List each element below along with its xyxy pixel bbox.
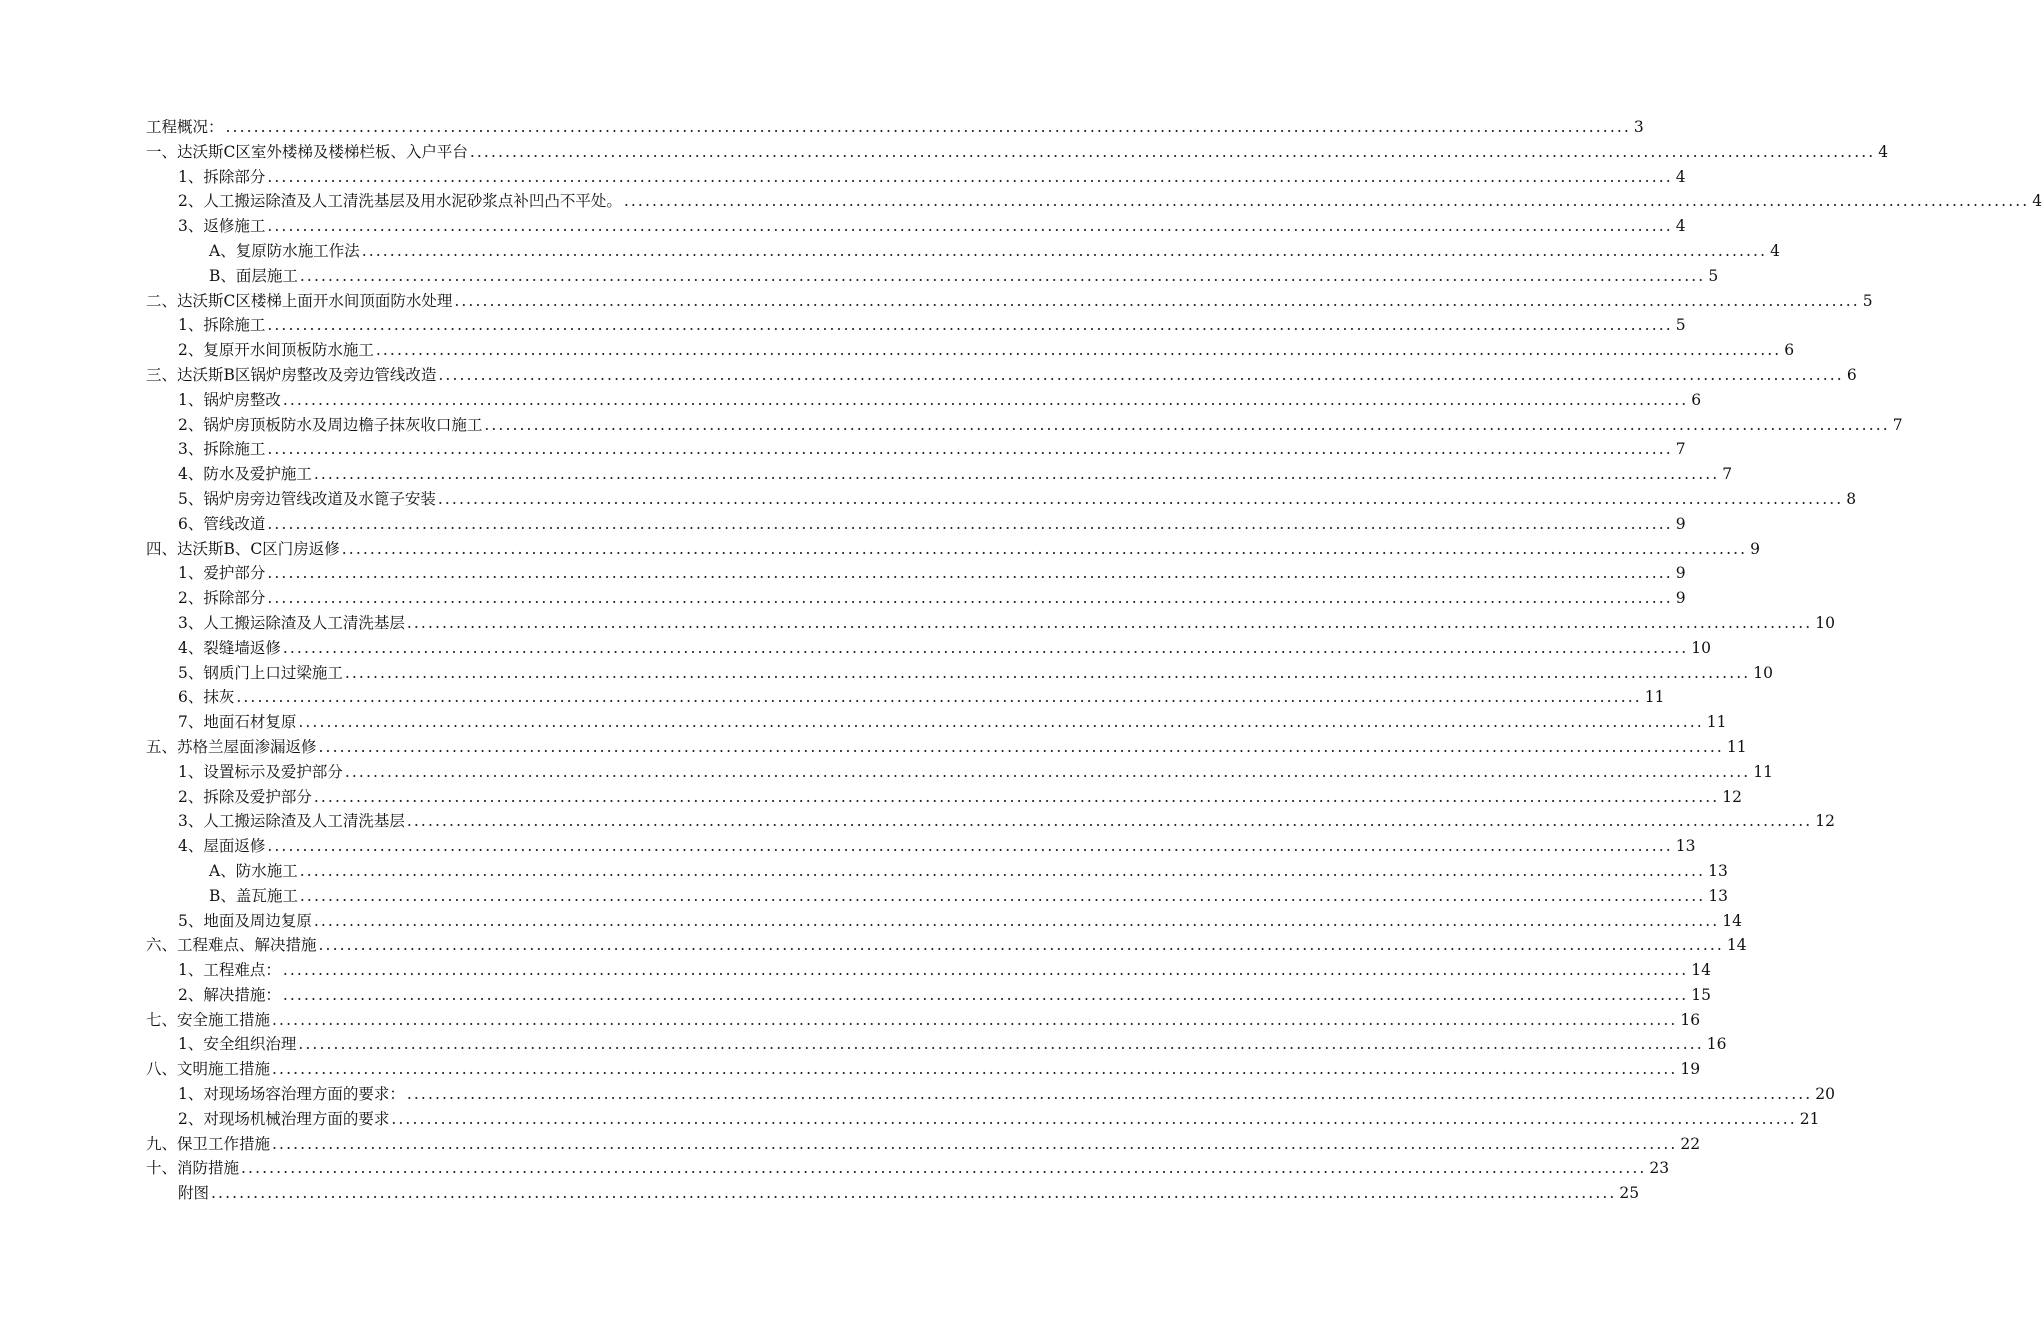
toc-entry-title: 1、拆除部分	[178, 167, 266, 186]
toc-entry-page-number: 13	[1675, 837, 1696, 856]
toc-entry-page-number: 14	[1726, 936, 1747, 955]
toc-leader-dots: ........................................................................................................................................................................................................	[313, 465, 1720, 484]
toc-entry-page-number: 14	[1691, 961, 1712, 980]
toc-entry-page-number: 12	[1722, 787, 1743, 806]
toc-entry[interactable]	[146, 586, 1686, 611]
toc-entry-page-number: 25	[1619, 1184, 1640, 1203]
toc-entry-page-number: 16	[1706, 1035, 1727, 1054]
toc-entry-title: 1、拆除施工	[178, 316, 266, 335]
toc-entry-title: 2、拆除及爱护部分	[178, 787, 312, 806]
toc-entry-page-number: 11	[1644, 688, 1665, 707]
toc-leader-dots: ........................................................................................................................................................................................................	[298, 713, 1704, 732]
toc-entry-title: 二、达沃斯C区楼梯上面开水间顶面防水处理	[146, 291, 453, 310]
toc-entry-title: 1、对现场场容治理方面的要求：	[178, 1085, 405, 1104]
toc-entry[interactable]	[146, 1132, 1701, 1157]
toc-leader-dots: ........................................................................................................................................................................................................	[272, 1060, 1678, 1079]
toc-entry[interactable]	[146, 983, 1712, 1008]
toc-entry-title: 七、安全施工措施	[146, 1010, 271, 1029]
toc-entry-title: 六、工程难点、解决措施	[146, 936, 317, 955]
toc-entry-title: 1、工程难点：	[178, 961, 281, 980]
toc-entry-title: 5、地面及周边复原	[178, 911, 312, 930]
toc-entry-page-number: 6	[1784, 341, 1795, 360]
toc-leader-dots: ........................................................................................................................................................................................................	[282, 985, 1689, 1004]
toc-entry[interactable]	[146, 140, 1889, 165]
toc-leader-dots: ........................................................................................................................................................................................................	[454, 291, 1860, 310]
toc-entry[interactable]	[146, 710, 1727, 735]
toc-entry-page-number: 5	[1675, 316, 1686, 335]
toc-leader-dots: ........................................................................................................................................................................................................	[318, 936, 1724, 955]
toc-leader-dots: ........................................................................................................................................................................................................	[406, 812, 1813, 831]
toc-entry[interactable]	[146, 413, 1903, 438]
toc-entry-page-number: 10	[1691, 638, 1712, 657]
toc-entry-page-number: 8	[1846, 489, 1857, 508]
toc-entry-title: 3、返修施工	[178, 217, 266, 236]
toc-entry-page-number: 4	[2032, 192, 2042, 211]
toc-entry-title: 6、管线改道	[178, 514, 266, 533]
toc-leader-dots: ........................................................................................................................................................................................................	[361, 241, 1768, 260]
toc-entry-page-number: 10	[1815, 613, 1836, 632]
toc-leader-dots: ........................................................................................................................................................................................................	[267, 564, 1673, 583]
toc-entry[interactable]	[146, 1156, 1670, 1181]
toc-entry-page-number: 10	[1753, 663, 1774, 682]
toc-entry-title: 附图	[178, 1184, 210, 1203]
toc-entry-title: 1、安全组织治理	[178, 1035, 297, 1054]
toc-entry-title: B、面层施工	[209, 266, 298, 285]
toc-entry-title: 4、防水及爱护施工	[178, 465, 312, 484]
toc-entry[interactable]	[146, 785, 1743, 810]
toc-leader-dots: ........................................................................................................................................................................................................	[267, 837, 1673, 856]
toc-leader-dots: ........................................................................................................................................................................................................	[391, 1109, 1797, 1128]
toc-entry-page-number: 19	[1680, 1060, 1701, 1079]
toc-leader-dots: ........................................................................................................................................................................................................	[267, 316, 1673, 335]
toc-leader-dots: ........................................................................................................................................................................................................	[282, 390, 1689, 409]
toc-entry-title: A、防水施工	[209, 861, 298, 880]
toc-leader-dots: ........................................................................................................................................................................................................	[438, 365, 1844, 384]
toc-leader-dots: ........................................................................................................................................................................................................	[267, 217, 1673, 236]
toc-entry[interactable]	[146, 636, 1712, 661]
toc-entry[interactable]	[146, 661, 1774, 686]
toc-entry-page-number: 21	[1799, 1109, 1820, 1128]
toc-entry[interactable]	[146, 313, 1686, 338]
toc-entry-title: 6、抹灰	[178, 688, 235, 707]
toc-leader-dots: ........................................................................................................................................................................................................	[318, 737, 1724, 756]
toc-entry-page-number: 4	[1675, 167, 1686, 186]
toc-entry[interactable]	[146, 859, 1728, 884]
toc-entry[interactable]	[146, 165, 1686, 190]
toc-entry-title: 四、达沃斯B、C区门房返修	[146, 539, 340, 558]
toc-leader-dots: ........................................................................................................................................................................................................	[313, 911, 1720, 930]
toc-leader-dots: ........................................................................................................................................................................................................	[272, 1010, 1678, 1029]
toc-entry-page-number: 11	[1706, 713, 1727, 732]
toc-leader-dots: ........................................................................................................................................................................................................	[469, 142, 1876, 161]
toc-leader-dots: ........................................................................................................................................................................................................	[344, 762, 1751, 781]
toc-entry-title: 2、解决措施：	[178, 985, 281, 1004]
toc-entry[interactable]	[146, 1107, 1820, 1132]
toc-leader-dots: ........................................................................................................................................................................................................	[437, 489, 1844, 508]
toc-entry-page-number: 11	[1753, 762, 1774, 781]
toc-entry-title: 九、保卫工作措施	[146, 1134, 271, 1153]
toc-entry-page-number: 13	[1708, 861, 1728, 880]
toc-entry-page-number: 11	[1726, 737, 1747, 756]
toc-entry[interactable]	[146, 1057, 1701, 1082]
toc-leader-dots: ........................................................................................................................................................................................................	[406, 1085, 1813, 1104]
toc-entry-page-number: 20	[1815, 1085, 1836, 1104]
toc-entry-title: 2、复原开水间顶板防水施工	[178, 341, 374, 360]
toc-entry[interactable]	[146, 462, 1733, 487]
toc-entry[interactable]	[146, 363, 1857, 388]
toc-entry-page-number: 12	[1815, 812, 1836, 831]
toc-entry[interactable]	[146, 884, 1729, 909]
toc-leader-dots: ........................................................................................................................................................................................................	[375, 341, 1782, 360]
toc-entry-title: 3、人工搬运除渣及人工清洗基层	[178, 613, 405, 632]
toc-entry-title: 八、文明施工措施	[146, 1060, 271, 1079]
toc-leader-dots: ........................................................................................................................................................................................................	[406, 613, 1813, 632]
toc-entry-title: 1、锅炉房整改	[178, 390, 281, 409]
toc-entry[interactable]	[146, 685, 1665, 710]
toc-entry-page-number: 7	[1722, 465, 1733, 484]
toc-entry-title: 1、爱护部分	[178, 564, 266, 583]
toc-entry[interactable]	[146, 1181, 1640, 1206]
toc-entry[interactable]	[146, 1082, 1836, 1107]
toc-entry-title: A、复原防水施工作法	[209, 241, 360, 260]
toc-entry[interactable]	[146, 338, 1795, 363]
toc-entry-title: 五、苏格兰屋面渗漏返修	[146, 737, 317, 756]
toc-leader-dots: ........................................................................................................................................................................................................	[299, 886, 1706, 905]
toc-entry[interactable]	[146, 239, 1780, 264]
toc-entry-title: 十、消防措施	[146, 1159, 240, 1178]
toc-entry-page-number: 22	[1680, 1134, 1701, 1153]
toc-leader-dots: ........................................................................................................................................................................................................	[299, 266, 1706, 285]
toc-entry-title: 2、拆除部分	[178, 589, 266, 608]
toc-entry-page-number: 14	[1722, 911, 1743, 930]
toc-leader-dots: ........................................................................................................................................................................................................	[623, 192, 2030, 211]
table-of-contents	[146, 115, 2042, 1206]
toc-leader-dots: ........................................................................................................................................................................................................	[267, 589, 1673, 608]
toc-leader-dots: ........................................................................................................................................................................................................	[267, 167, 1673, 186]
toc-entry-title: 三、达沃斯B区锅炉房整改及旁边管线改造	[146, 365, 437, 384]
toc-entry[interactable]	[146, 264, 1719, 289]
toc-entry-title: 3、拆除施工	[178, 440, 266, 459]
toc-entry[interactable]	[146, 958, 1712, 983]
toc-entry[interactable]	[146, 834, 1696, 859]
toc-entry[interactable]	[146, 1032, 1727, 1057]
toc-entry-page-number: 23	[1649, 1159, 1670, 1178]
toc-leader-dots: ........................................................................................................................................................................................................	[272, 1134, 1678, 1153]
toc-entry-page-number: 7	[1892, 415, 1903, 434]
toc-entry-title: 5、钢质门上口过梁施工	[178, 663, 343, 682]
toc-entry[interactable]	[146, 512, 1686, 537]
toc-entry[interactable]	[146, 909, 1743, 934]
toc-leader-dots: ........................................................................................................................................................................................................	[267, 514, 1673, 533]
toc-entry-title: 工程概况：	[146, 118, 224, 136]
toc-entry-title: 5、锅炉房旁边管线改道及水篦子安装	[178, 489, 436, 508]
toc-entry-page-number: 7	[1675, 440, 1686, 459]
toc-leader-dots: ........................................................................................................................................................................................................	[241, 1159, 1647, 1178]
toc-entry-title: 2、人工搬运除渣及人工清洗基层及用水泥砂浆点补凹凸不平处。	[178, 192, 622, 211]
toc-entry[interactable]	[146, 289, 1873, 314]
toc-leader-dots: ........................................................................................................................................................................................................	[282, 638, 1689, 657]
toc-leader-dots: ........................................................................................................................................................................................................	[299, 861, 1706, 880]
toc-entry-page-number: 6	[1691, 390, 1702, 409]
toc-entry[interactable]	[146, 760, 1774, 785]
toc-entry-title: 4、屋面返修	[178, 837, 266, 856]
toc-entry[interactable]	[146, 437, 1686, 462]
toc-leader-dots: ........................................................................................................................................................................................................	[225, 118, 1631, 136]
toc-entry[interactable]	[146, 611, 1836, 636]
toc-entry[interactable]	[146, 1008, 1701, 1033]
toc-entry[interactable]	[146, 735, 1747, 760]
toc-entry-page-number: 4	[1878, 142, 1889, 161]
toc-entry-title: 7、地面石材复原	[178, 713, 297, 732]
toc-entry[interactable]	[146, 809, 1836, 834]
toc-entry-page-number: 6	[1846, 365, 1857, 384]
toc-leader-dots: ........................................................................................................................................................................................................	[236, 688, 1642, 707]
toc-entry-page-number: 4	[1675, 217, 1686, 236]
toc-entry-title: 4、裂缝墙返修	[178, 638, 281, 657]
toc-leader-dots: ........................................................................................................................................................................................................	[341, 539, 1748, 558]
toc-entry[interactable]	[146, 388, 1702, 413]
toc-entry-title: 3、人工搬运除渣及人工清洗基层	[178, 812, 405, 831]
toc-entry-page-number: 5	[1862, 291, 1873, 310]
toc-entry-title: B、盖瓦施工	[209, 886, 298, 905]
toc-entry-page-number: 9	[1675, 564, 1686, 583]
toc-leader-dots: ........................................................................................................................................................................................................	[211, 1184, 1617, 1203]
toc-entry[interactable]	[146, 189, 2042, 214]
toc-leader-dots: ........................................................................................................................................................................................................	[313, 787, 1720, 806]
toc-entry[interactable]	[146, 487, 1857, 512]
toc-leader-dots: ........................................................................................................................................................................................................	[344, 663, 1751, 682]
toc-entry[interactable]	[146, 115, 1644, 140]
toc-entry-page-number: 9	[1675, 514, 1686, 533]
toc-entry-page-number: 9	[1750, 539, 1761, 558]
toc-entry[interactable]	[146, 214, 1686, 239]
toc-entry-title: 2、对现场机械治理方面的要求	[178, 1109, 390, 1128]
toc-entry[interactable]	[146, 537, 1761, 562]
toc-entry-title: 一、达沃斯C区室外楼梯及楼梯栏板、入户平台	[146, 142, 468, 161]
toc-leader-dots: ........................................................................................................................................................................................................	[282, 961, 1689, 980]
toc-leader-dots: ........................................................................................................................................................................................................	[484, 415, 1890, 434]
toc-entry-title: 2、锅炉房顶板防水及周边檐子抹灰收口施工	[178, 415, 483, 434]
toc-entry-page-number: 16	[1680, 1010, 1701, 1029]
toc-entry-page-number: 13	[1708, 886, 1729, 905]
toc-leader-dots: ........................................................................................................................................................................................................	[267, 440, 1673, 459]
toc-entry-title: 1、设置标示及爱护部分	[178, 762, 343, 781]
toc-entry-page-number: 4	[1770, 241, 1780, 260]
toc-entry[interactable]	[146, 933, 1747, 958]
toc-leader-dots: ........................................................................................................................................................................................................	[298, 1035, 1704, 1054]
toc-entry-page-number: 9	[1675, 589, 1686, 608]
toc-entry[interactable]	[146, 561, 1686, 586]
toc-entry-page-number: 15	[1691, 985, 1712, 1004]
toc-entry-page-number: 5	[1708, 266, 1719, 285]
toc-entry-page-number: 3	[1633, 118, 1644, 136]
